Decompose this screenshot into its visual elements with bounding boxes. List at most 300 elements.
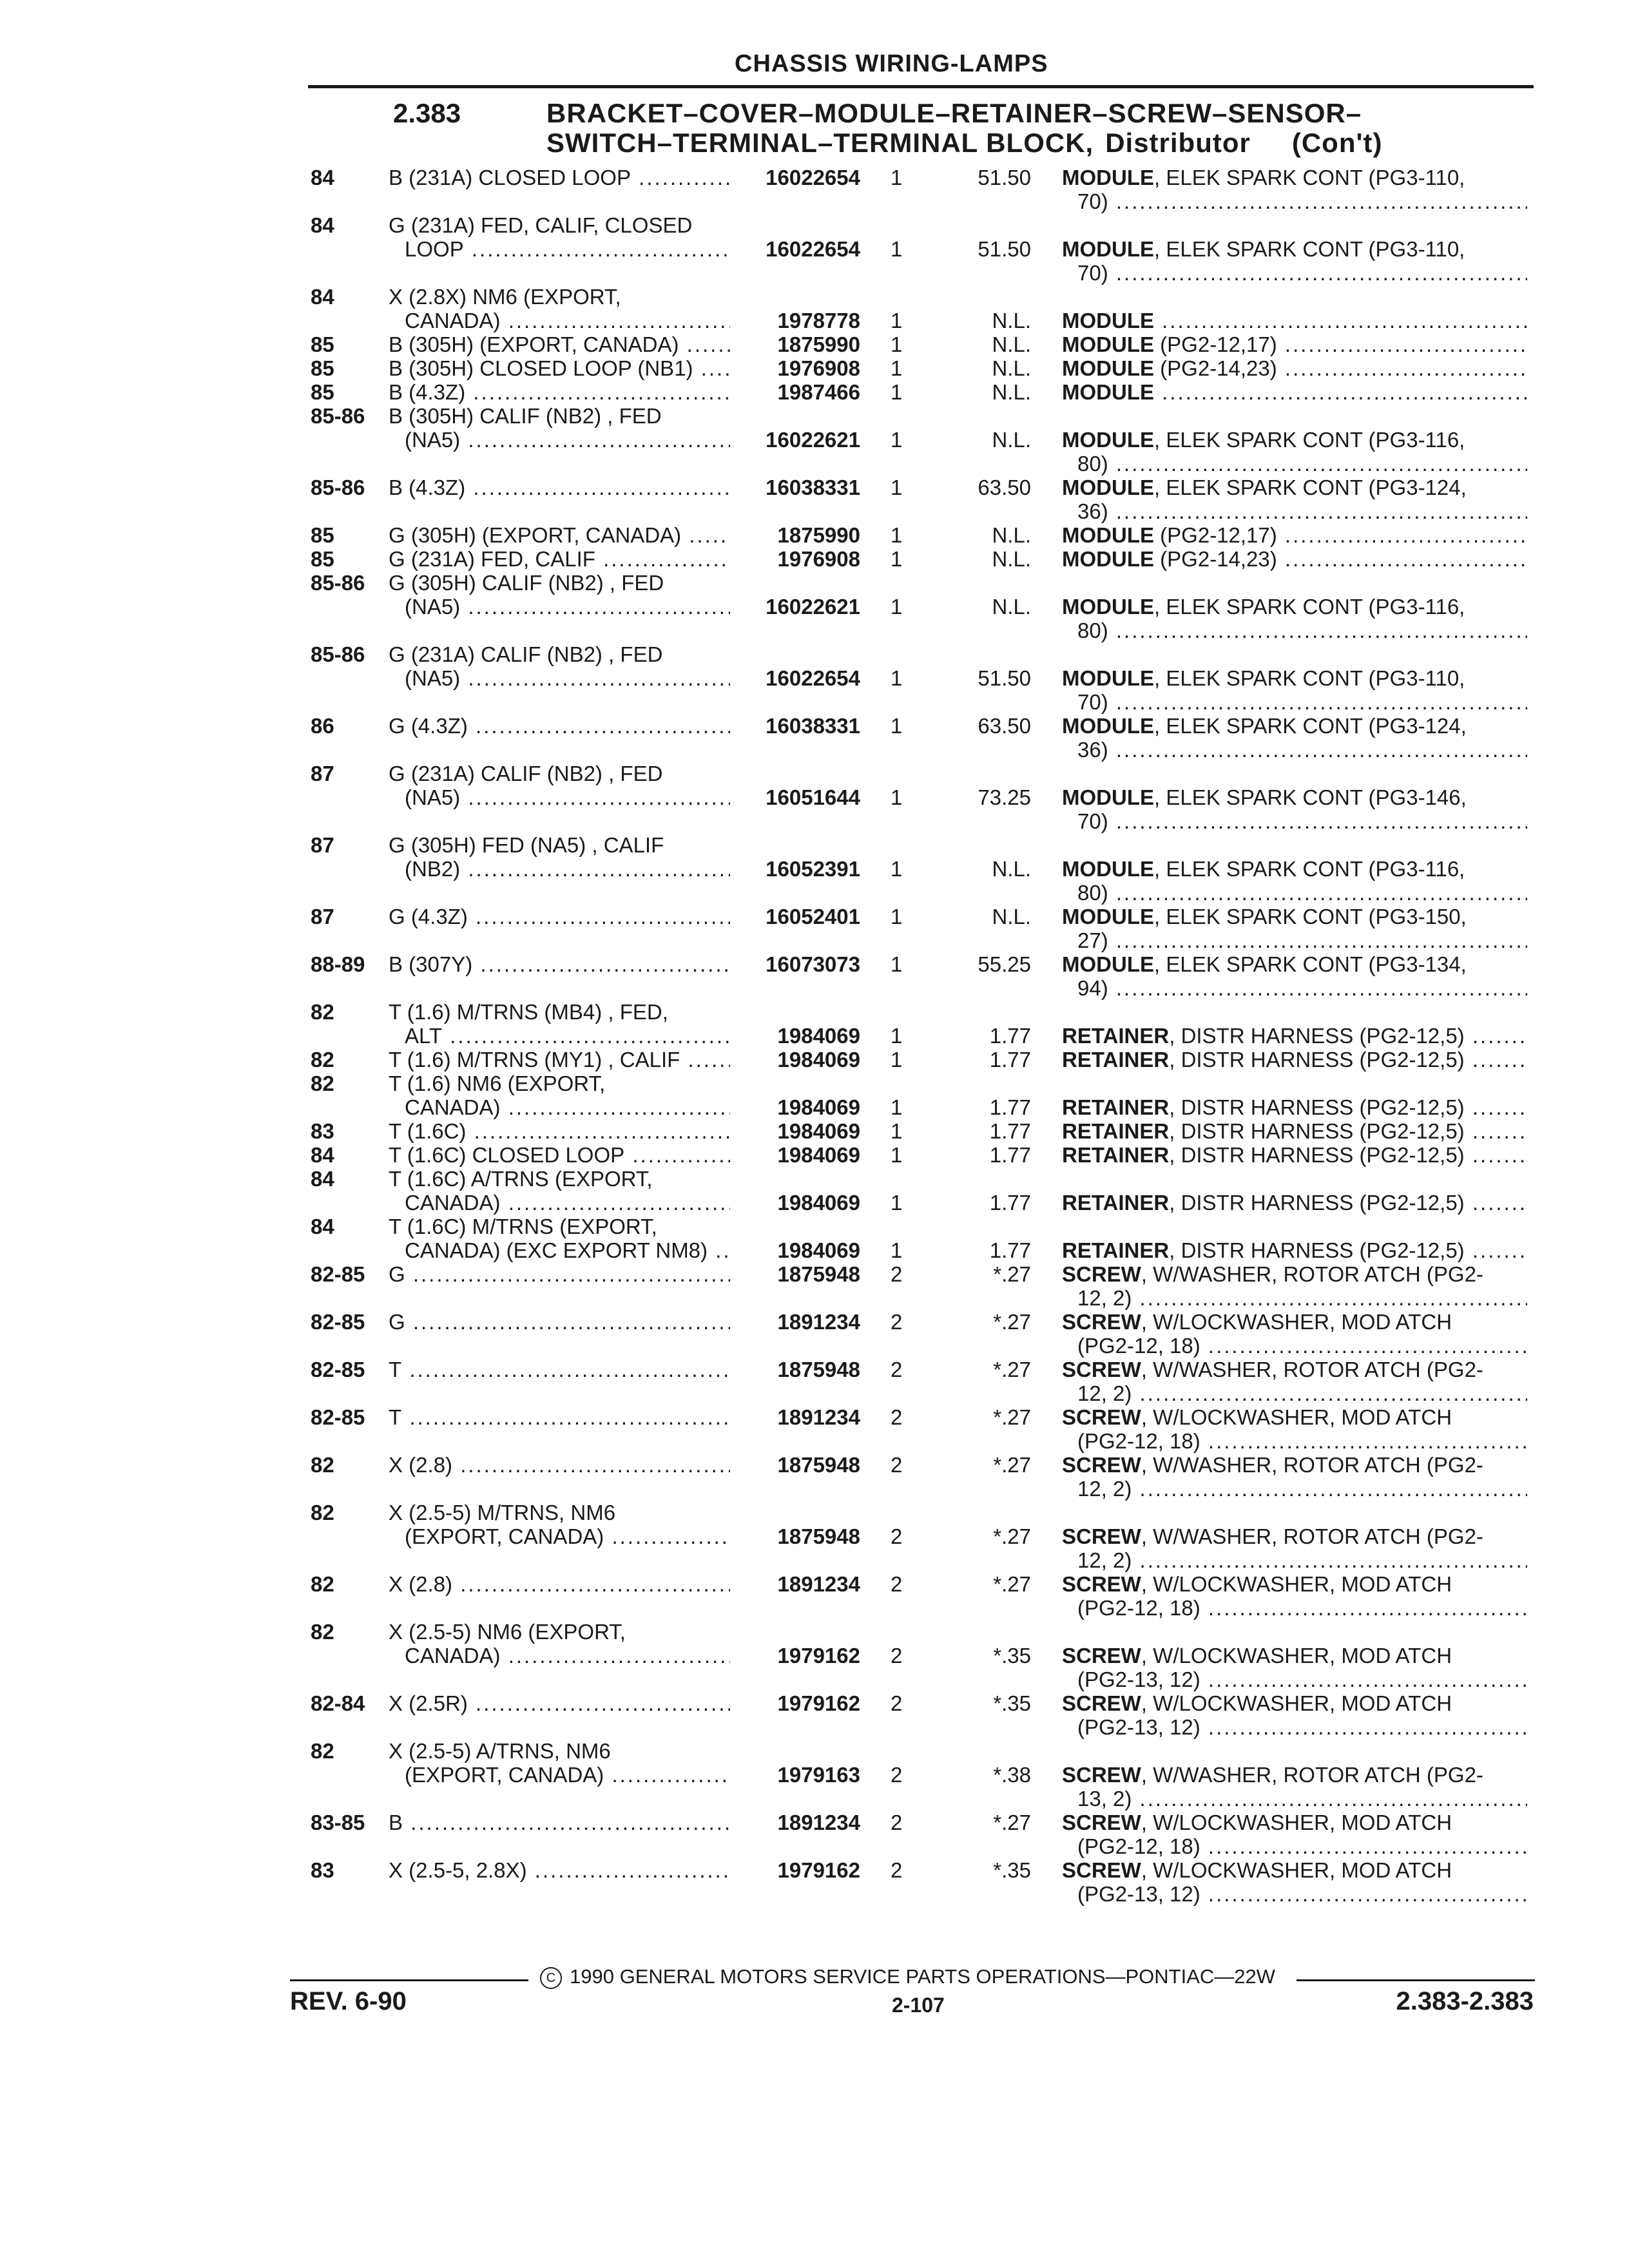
quantity: 1	[891, 332, 903, 356]
quantity: 2	[891, 1262, 903, 1286]
table-row	[0, 762, 1629, 833]
part-number: 1978778	[777, 309, 860, 332]
price: *.27	[993, 1405, 1031, 1429]
description-text: X (2.8) .....	[389, 1572, 730, 1596]
part-name-text: , ELEK SPARK CONT (PG3-110,	[1154, 666, 1465, 690]
part-name-text: , ELEK SPARK CONT (PG3-110,	[1154, 166, 1465, 189]
part-name-bold: MODULE	[1062, 166, 1154, 189]
part-name	[1077, 809, 1527, 833]
quantity: 1	[891, 785, 903, 809]
part-name	[1077, 1429, 1527, 1453]
quantity: 2	[891, 1524, 903, 1548]
figure-number: 87	[311, 762, 334, 785]
part-name	[1062, 1358, 1527, 1381]
description-text: CANADA) .....	[405, 309, 730, 332]
part-name	[1077, 452, 1527, 476]
description-text: T (1.6C) CLOSED LOOP .....	[389, 1143, 730, 1167]
figure-number: 85	[311, 356, 334, 380]
part-number: 16038331	[766, 476, 860, 499]
part-name	[1062, 1095, 1527, 1119]
part-name-text: , W/WASHER, ROTOR ATCH (PG2-	[1141, 1453, 1483, 1477]
price: 1.77	[989, 1238, 1031, 1262]
price: *.35	[993, 1691, 1031, 1715]
part-name-bold: MODULE	[1062, 714, 1154, 738]
quantity: 2	[891, 1358, 903, 1381]
table-row	[0, 285, 1629, 332]
part-name-bold: MODULE	[1062, 785, 1154, 809]
figure-number: 82-84	[311, 1691, 365, 1715]
copyright-text: 1990 GENERAL MOTORS SERVICE PARTS OPERATIONS—PONTIAC—22W	[570, 1965, 1276, 1988]
figure-number: 82	[311, 1048, 334, 1072]
section-title-line2-text: SWITCH–TERMINAL–TERMINAL BLOCK,	[546, 128, 1094, 158]
figure-number: 85	[311, 523, 334, 547]
part-name-bold: MODULE	[1062, 380, 1154, 404]
part-number: 16038331	[766, 714, 860, 738]
part-name-bold: SCREW	[1062, 1262, 1141, 1286]
part-name-bold: SCREW	[1062, 1358, 1141, 1381]
part-name-text: , ELEK SPARK CONT (PG3-146,	[1154, 785, 1467, 809]
part-name	[1062, 1763, 1527, 1787]
part-name-text: , ELEK SPARK CONT (PG3-150,	[1154, 905, 1467, 928]
part-name-bold: MODULE	[1062, 595, 1154, 619]
description-text: B .....	[389, 1811, 730, 1834]
part-number: 1875990	[777, 332, 860, 356]
price: 73.25	[978, 785, 1031, 809]
part-name-bold: RETAINER	[1062, 1024, 1170, 1048]
quantity: 1	[891, 476, 903, 499]
table-row	[0, 1739, 1629, 1811]
description-text: B (4.3Z) .....	[389, 380, 730, 404]
part-number: 1979163	[777, 1763, 860, 1787]
part-number: 1984069	[777, 1048, 860, 1072]
part-name-bold: RETAINER	[1062, 1238, 1170, 1262]
part-name	[1062, 857, 1527, 881]
part-name-text: (PG2-12,17)	[1154, 523, 1277, 547]
part-number: 1891234	[777, 1310, 860, 1334]
description-text: X (2.8) .....	[389, 1453, 730, 1477]
quantity: 2	[891, 1811, 903, 1834]
quantity: 1	[891, 1238, 903, 1262]
quantity: 2	[891, 1572, 903, 1596]
part-name-bold: RETAINER	[1062, 1191, 1170, 1215]
table-row	[0, 1072, 1629, 1119]
quantity: 1	[891, 905, 903, 928]
description-text: ALT .....	[405, 1024, 730, 1048]
part-number: 1891234	[777, 1405, 860, 1429]
description-text: G (4.3Z) .....	[389, 714, 730, 738]
description-text: X (2.5-5) NM6 (EXPORT,	[389, 1620, 626, 1644]
table-row	[0, 213, 1629, 285]
price: N.L.	[992, 547, 1031, 571]
table-row	[0, 1310, 1629, 1358]
description-text: B (307Y) .....	[389, 952, 730, 976]
part-number: 1987466	[777, 380, 860, 404]
part-name-text: 13, 2)	[1077, 1787, 1132, 1811]
part-name-text: , ELEK SPARK CONT (PG3-124,	[1154, 476, 1467, 499]
part-name	[1077, 189, 1527, 213]
figure-number: 87	[311, 833, 334, 857]
part-name-bold: MODULE	[1062, 523, 1154, 547]
part-name	[1062, 905, 1527, 928]
part-name-text: (PG2-12, 18)	[1077, 1429, 1200, 1453]
part-name-text: , ELEK SPARK CONT (PG3-134,	[1154, 952, 1467, 976]
quantity: 2	[891, 1691, 903, 1715]
figure-number: 84	[311, 1215, 334, 1238]
price: 1.77	[989, 1191, 1031, 1215]
price: *.35	[993, 1858, 1031, 1882]
part-name	[1062, 1310, 1527, 1334]
part-name	[1077, 1381, 1527, 1405]
part-name-bold: MODULE	[1062, 428, 1154, 452]
quantity: 1	[891, 523, 903, 547]
revision-label: REV. 6-90	[290, 1987, 407, 2015]
description-text: G (231A) CALIF (NB2) , FED	[389, 762, 663, 785]
part-name-text: 12, 2)	[1077, 1286, 1132, 1310]
table-row	[0, 1358, 1629, 1405]
part-name	[1062, 1119, 1527, 1143]
table-row	[0, 380, 1629, 404]
table-row	[0, 1215, 1629, 1262]
part-number: 1984069	[777, 1119, 860, 1143]
part-name	[1062, 380, 1527, 404]
description-text: CANADA) .....	[405, 1191, 730, 1215]
part-number: 1979162	[777, 1644, 860, 1667]
price: 1.77	[989, 1048, 1031, 1072]
copyright-icon: C	[540, 1967, 562, 1989]
figure-number: 82	[311, 1739, 334, 1763]
part-name-bold: MODULE	[1062, 356, 1154, 380]
part-name-bold: MODULE	[1062, 666, 1154, 690]
price: N.L.	[992, 309, 1031, 332]
part-number: 16051644	[766, 785, 860, 809]
section-range: 2.383-2.383	[1396, 1987, 1534, 2015]
part-name	[1062, 952, 1527, 976]
quantity: 1	[891, 1024, 903, 1048]
description-text: CANADA) (EXC EXPORT NM8) .....	[405, 1238, 730, 1262]
part-name	[1062, 1405, 1527, 1429]
table-row	[0, 1691, 1629, 1739]
part-name-text: (PG2-12, 18)	[1077, 1334, 1200, 1358]
description-text: T (1.6C) .....	[389, 1119, 730, 1143]
section-title-distributor: Distributor	[1105, 128, 1251, 158]
part-name-text: , DISTR HARNESS (PG2-12,5)	[1169, 1238, 1465, 1262]
description-text: G (231A) FED, CALIF .....	[389, 547, 730, 571]
price: N.L.	[992, 380, 1031, 404]
description-text: X (2.5-5) A/TRNS, NM6	[389, 1739, 611, 1763]
part-name-text: 70)	[1077, 690, 1108, 714]
table-row	[0, 404, 1629, 476]
quantity: 1	[891, 1143, 903, 1167]
part-name-bold: RETAINER	[1062, 1143, 1170, 1167]
part-name-bold: RETAINER	[1062, 1095, 1170, 1119]
part-number: 16022621	[766, 595, 860, 619]
part-name	[1062, 1024, 1527, 1048]
part-name-text: , ELEK SPARK CONT (PG3-116,	[1154, 595, 1465, 619]
description-text: (NA5) .....	[405, 666, 730, 690]
price: N.L.	[992, 356, 1031, 380]
part-name-bold: MODULE	[1062, 309, 1154, 332]
table-row	[0, 166, 1629, 213]
part-name	[1077, 928, 1527, 952]
figure-number: 84	[311, 1143, 334, 1167]
quantity: 2	[891, 1453, 903, 1477]
table-row	[0, 905, 1629, 952]
part-name	[1077, 690, 1527, 714]
table-row	[0, 1119, 1629, 1143]
description-text: (EXPORT, CANADA) .....	[405, 1524, 730, 1548]
table-row	[0, 523, 1629, 547]
table-row	[0, 476, 1629, 523]
description-text: T (1.6) M/TRNS (MY1) , CALIF .....	[389, 1048, 730, 1072]
page-number: 2-107	[892, 1994, 945, 2017]
part-name-text: , DISTR HARNESS (PG2-12,5)	[1169, 1119, 1465, 1143]
part-number: 1875948	[777, 1524, 860, 1548]
part-name-bold: MODULE	[1062, 476, 1154, 499]
part-number: 1875948	[777, 1358, 860, 1381]
part-number: 1976908	[777, 356, 860, 380]
figure-number: 84	[311, 166, 334, 189]
part-name-text: , W/LOCKWASHER, MOD ATCH	[1141, 1811, 1452, 1834]
part-name-text: , W/LOCKWASHER, MOD ATCH	[1141, 1858, 1452, 1882]
part-name	[1062, 666, 1527, 690]
part-name-bold: SCREW	[1062, 1858, 1141, 1882]
part-name	[1062, 714, 1527, 738]
part-name	[1077, 261, 1527, 285]
figure-number: 83	[311, 1119, 334, 1143]
part-name-bold: SCREW	[1062, 1763, 1141, 1787]
quantity: 1	[891, 547, 903, 571]
part-name-text: 70)	[1077, 261, 1108, 285]
table-row	[0, 1811, 1629, 1858]
description-text: X (2.5R) .....	[389, 1691, 730, 1715]
table-row	[0, 1405, 1629, 1453]
footer-rule-right	[1296, 1979, 1535, 1981]
part-name	[1062, 1238, 1527, 1262]
description-text: T .....	[389, 1405, 730, 1429]
part-name-text: , ELEK SPARK CONT (PG3-116,	[1154, 428, 1465, 452]
part-name-bold: SCREW	[1062, 1453, 1141, 1477]
part-name-bold: MODULE	[1062, 857, 1154, 881]
figure-number: 82-85	[311, 1358, 365, 1381]
part-name-text: 70)	[1077, 809, 1108, 833]
description-text: G (231A) FED, CALIF, CLOSED	[389, 213, 693, 237]
part-name-text: , ELEK SPARK CONT (PG3-116,	[1154, 857, 1465, 881]
price: 1.77	[989, 1119, 1031, 1143]
table-row	[0, 1143, 1629, 1167]
price: 51.50	[978, 166, 1031, 189]
quantity: 1	[891, 380, 903, 404]
description-text: T .....	[389, 1358, 730, 1381]
price: *.27	[993, 1310, 1031, 1334]
part-name-text: (PG2-13, 12)	[1077, 1667, 1200, 1691]
part-name-bold: MODULE	[1062, 332, 1154, 356]
part-number: 1984069	[777, 1238, 860, 1262]
part-name-bold: MODULE	[1062, 547, 1154, 571]
part-name-text: , W/LOCKWASHER, MOD ATCH	[1141, 1644, 1452, 1667]
description-text: T (1.6C) M/TRNS (EXPORT,	[389, 1215, 657, 1238]
part-name-text: 94)	[1077, 976, 1108, 1000]
part-name	[1077, 1334, 1527, 1358]
part-number: 1875990	[777, 523, 860, 547]
part-name	[1062, 356, 1527, 380]
part-name-bold: RETAINER	[1062, 1119, 1170, 1143]
part-name	[1077, 1596, 1527, 1620]
part-name-text: , DISTR HARNESS (PG2-12,5)	[1169, 1191, 1465, 1215]
figure-number: 82	[311, 1000, 334, 1024]
part-name-text: 36)	[1077, 499, 1108, 523]
table-row	[0, 714, 1629, 762]
part-number: 16022654	[766, 666, 860, 690]
part-name-text: 36)	[1077, 738, 1108, 762]
part-name-bold: SCREW	[1062, 1405, 1141, 1429]
part-name-bold: MODULE	[1062, 952, 1154, 976]
part-number: 1984069	[777, 1191, 860, 1215]
table-row	[0, 833, 1629, 905]
figure-number: 84	[311, 285, 334, 309]
figure-number: 85-86	[311, 404, 365, 428]
part-number: 1891234	[777, 1572, 860, 1596]
part-name	[1062, 595, 1527, 619]
part-name-text: 12, 2)	[1077, 1477, 1132, 1501]
part-number: 1979162	[777, 1691, 860, 1715]
description-text: B (305H) CLOSED LOOP (NB1) .....	[389, 356, 730, 380]
quantity: 1	[891, 1119, 903, 1143]
part-name	[1062, 166, 1527, 189]
figure-number: 82	[311, 1072, 334, 1095]
part-number: 1984069	[777, 1143, 860, 1167]
figure-number: 86	[311, 714, 334, 738]
part-number: 16052391	[766, 857, 860, 881]
description-text: T (1.6) NM6 (EXPORT,	[389, 1072, 606, 1095]
table-row	[0, 1501, 1629, 1572]
part-number: 16022654	[766, 237, 860, 261]
quantity: 2	[891, 1858, 903, 1882]
quantity: 1	[891, 428, 903, 452]
figure-number: 85	[311, 547, 334, 571]
description-text: G (4.3Z) .....	[389, 905, 730, 928]
figure-number: 82-85	[311, 1310, 365, 1334]
part-name	[1062, 1191, 1527, 1215]
part-name-bold: SCREW	[1062, 1691, 1141, 1715]
quantity: 1	[891, 952, 903, 976]
description-text: G (231A) CALIF (NB2) , FED	[389, 642, 663, 666]
quantity: 1	[891, 1095, 903, 1119]
quantity: 1	[891, 1048, 903, 1072]
description-text: (NA5) .....	[405, 785, 730, 809]
description-text: CANADA) .....	[405, 1644, 730, 1667]
part-name-text: , DISTR HARNESS (PG2-12,5)	[1169, 1048, 1465, 1072]
part-name-bold: SCREW	[1062, 1310, 1141, 1334]
figure-number: 85	[311, 332, 334, 356]
price: *.27	[993, 1572, 1031, 1596]
table-row	[0, 332, 1629, 356]
quantity: 2	[891, 1644, 903, 1667]
table-row	[0, 952, 1629, 1000]
price: N.L.	[992, 857, 1031, 881]
quantity: 1	[891, 666, 903, 690]
part-name-text: , ELEK SPARK CONT (PG3-124,	[1154, 714, 1467, 738]
part-number: 1891234	[777, 1811, 860, 1834]
part-name-text: , W/WASHER, ROTOR ATCH (PG2-	[1141, 1358, 1483, 1381]
table-row	[0, 1262, 1629, 1310]
part-name	[1062, 428, 1527, 452]
part-name-text: (PG2-13, 12)	[1077, 1715, 1200, 1739]
quantity: 1	[891, 857, 903, 881]
description-text: X (2.5-5) M/TRNS, NM6	[389, 1501, 616, 1524]
table-row	[0, 1453, 1629, 1501]
part-name	[1062, 1691, 1527, 1715]
part-name	[1062, 785, 1527, 809]
table-row	[0, 1620, 1629, 1691]
part-name-text: (PG2-12,17)	[1154, 332, 1277, 356]
price: *.27	[993, 1262, 1031, 1286]
figure-number: 82	[311, 1453, 334, 1477]
part-name-text: , ELEK SPARK CONT (PG3-110,	[1154, 237, 1465, 261]
part-name-text: , W/LOCKWASHER, MOD ATCH	[1141, 1310, 1452, 1334]
figure-number: 82	[311, 1501, 334, 1524]
part-number: 1984069	[777, 1024, 860, 1048]
section-title-cont: (Con't)	[1291, 128, 1383, 158]
description-text: B (4.3Z) .....	[389, 476, 730, 499]
quantity: 1	[891, 714, 903, 738]
part-name-text: (PG2-13, 12)	[1077, 1882, 1200, 1906]
description-text: G (305H) FED (NA5) , CALIF	[389, 833, 664, 857]
part-number: 1875948	[777, 1453, 860, 1477]
description-text: B (305H) CALIF (NB2) , FED	[389, 404, 662, 428]
description-text: (NB2) .....	[405, 857, 730, 881]
section-title-line1: BRACKET–COVER–MODULE–RETAINER–SCREW–SENSOR–	[546, 98, 1362, 128]
part-name	[1077, 1715, 1527, 1739]
figure-number: 82	[311, 1572, 334, 1596]
page-title: CHASSIS WIRING-LAMPS	[735, 50, 1048, 77]
price: 1.77	[989, 1095, 1031, 1119]
description-text: G .....	[389, 1310, 730, 1334]
part-name	[1062, 237, 1527, 261]
description-text: G .....	[389, 1262, 730, 1286]
part-number: 16022621	[766, 428, 860, 452]
figure-number: 84	[311, 1167, 334, 1191]
part-name	[1077, 1286, 1527, 1310]
part-name	[1077, 976, 1527, 1000]
price: 51.50	[978, 666, 1031, 690]
part-name-text: 12, 2)	[1077, 1381, 1132, 1405]
part-name-text: 80)	[1077, 452, 1108, 476]
part-name-text: , W/WASHER, ROTOR ATCH (PG2-	[1141, 1262, 1483, 1286]
price: N.L.	[992, 523, 1031, 547]
part-name-text: , W/LOCKWASHER, MOD ATCH	[1141, 1405, 1452, 1429]
part-number: 1979162	[777, 1858, 860, 1882]
part-name	[1077, 1882, 1527, 1906]
price: 63.50	[978, 476, 1031, 499]
part-name-text: , W/LOCKWASHER, MOD ATCH	[1141, 1572, 1452, 1596]
quantity: 1	[891, 166, 903, 189]
part-name	[1062, 523, 1527, 547]
figure-number: 88-89	[311, 952, 365, 976]
part-number: 16052401	[766, 905, 860, 928]
description-text: LOOP .....	[405, 237, 730, 261]
description-text: X (2.8X) NM6 (EXPORT,	[389, 285, 621, 309]
figure-number: 85-86	[311, 571, 365, 595]
part-name-text: 80)	[1077, 619, 1108, 642]
price: *.27	[993, 1358, 1031, 1381]
section-title-line2	[546, 128, 1382, 159]
part-name	[1062, 1644, 1527, 1667]
table-row	[0, 1572, 1629, 1620]
price: 63.50	[978, 714, 1031, 738]
table-row	[0, 571, 1629, 642]
description-text: X (2.5-5, 2.8X) .....	[389, 1858, 730, 1882]
part-name	[1062, 309, 1527, 332]
